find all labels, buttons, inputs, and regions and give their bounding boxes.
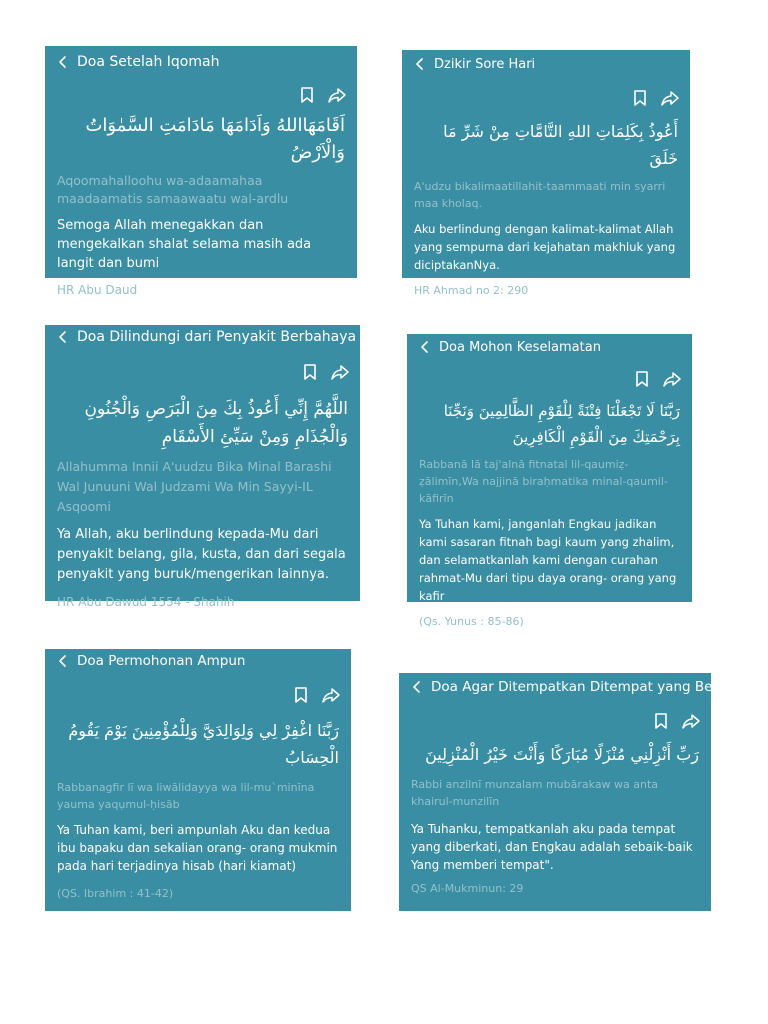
card-title: Doa Permohonan Ampun — [77, 653, 246, 669]
card-actions — [407, 360, 692, 398]
bookmark-icon[interactable] — [651, 711, 671, 731]
card-header[interactable] — [399, 673, 730, 701]
dua-card-doa-permohonan-ampun — [45, 649, 351, 911]
dua-card-dzikir-sore-hari — [402, 50, 690, 297]
source-reference: (QS. Ibrahim : 41-42) — [57, 887, 174, 900]
share-icon[interactable] — [660, 88, 680, 108]
card-title: Doa Mohon Keselamatan — [439, 339, 601, 355]
bookmark-icon[interactable] — [300, 362, 320, 382]
share-icon[interactable] — [327, 85, 347, 105]
source-reference: HR Ahmad no 2: 290 — [414, 284, 529, 297]
card-title: Doa Agar Ditempatkan Ditempat yang Ber... — [431, 679, 730, 695]
arabic-text: اَقَامَهَااللهُ وَاَدَامَهَا مَادَامَتِ السَّمٰوَاتُ وَالْاَرْضُ — [85, 115, 345, 163]
chevron-left-icon[interactable] — [409, 679, 425, 695]
transliteration-text: Aqoomahalloohu wa-adaamahaa maadaamatis samaawaatu wal-ardlu — [57, 173, 289, 206]
dua-card-doa-setelah-iqomah — [45, 46, 357, 297]
transliteration-text: Rabbi anzilnī munzalam mubārakaw wa anta khairul-munzilīn — [411, 778, 659, 808]
translation-text: Ya Tuhanku, tempatkanlah aku pada tempat yang diberkati, dan Engkau adalah sebaik-baik Yang memberi tempat". — [411, 822, 693, 872]
translation-text: Ya Tuhan kami, beri ampunlah Aku dan kedua ibu bapaku dan sekalian orang- orang mukmin pada hari terjadinya hisab (hari kiamat) — [57, 823, 338, 873]
card-actions — [399, 701, 711, 741]
card-title: Doa Dilindungi dari Penyakit Berbahaya — [77, 329, 357, 345]
transliteration-text: Allahumma Innii A'uudzu Bika Minal Barashi Wal Junuuni Wal Judzami Wa Min Sayyi-IL Asqoomi — [57, 459, 332, 514]
arabic-text: رَبَّنَا اغْفِرْ لِي وَلِوَالِدَيَّ وَلِلْمُؤْمِنِينَ يَوْمَ يَقُومُ الْحِسَابُ — [68, 721, 339, 767]
share-icon[interactable] — [321, 685, 341, 705]
chevron-left-icon[interactable] — [417, 339, 433, 355]
source-reference: QS Al-Mukminun: 29 — [411, 882, 524, 895]
chevron-left-icon[interactable] — [55, 329, 71, 345]
bookmark-icon[interactable] — [297, 85, 317, 105]
share-icon[interactable] — [681, 711, 701, 731]
transliteration-text: A'udzu bikalimaatillahit-taammaati min syarri maa kholaq. — [414, 180, 666, 210]
chevron-left-icon[interactable] — [55, 54, 71, 70]
card-header[interactable] — [45, 325, 360, 349]
dua-card-doa-agar-ditempatkan — [399, 673, 730, 911]
bookmark-icon[interactable] — [630, 88, 650, 108]
card-actions — [45, 349, 360, 395]
source-reference: (Qs. Yunus : 85-86) — [419, 615, 524, 628]
bookmark-icon[interactable] — [291, 685, 311, 705]
card-header[interactable] — [45, 46, 357, 78]
share-icon[interactable] — [330, 362, 350, 382]
card-header[interactable] — [45, 649, 351, 673]
translation-text: Ya Tuhan kami, janganlah Engkau jadikan kami sasaran fitnah bagi kaum yang zhalim, dan selamatkanlah kami dengan curahan rahmat-Mu dari tipu daya orang- orang yang kafir — [419, 517, 677, 603]
source-reference: HR Abu Daud — [57, 283, 138, 297]
card-title: Dzikir Sore Hari — [434, 56, 536, 72]
card-header[interactable] — [407, 334, 692, 360]
card-actions — [45, 78, 357, 112]
transliteration-text: Rabbanā lā taj'alnā fitnatal lil-qaumiẓ-ẓālimīn,Wa najjinā biraḥmatika minal-qaumil-kāfirīn — [419, 458, 668, 505]
dua-card-doa-dilindungi-dari-penyakit — [45, 325, 360, 609]
translation-text: Aku berlindung dengan kalimat-kalimat Allah yang sempurna dari kejahatan makhluk yang diciptakanNya. — [414, 222, 676, 272]
card-actions — [402, 78, 690, 118]
chevron-left-icon[interactable] — [412, 56, 428, 72]
card-header[interactable] — [402, 50, 690, 78]
card-title: Doa Setelah Iqomah — [77, 54, 220, 70]
translation-text: Ya Allah, aku berlindung kepada-Mu dari penyakit belang, gila, kusta, dan dari segala penyakit yang buruk/mengerikan lainnya. — [57, 527, 346, 582]
source-reference: HR Abu Dawud 1554 - Shahih — [57, 595, 235, 609]
arabic-text: رَبِّ أَنْزِلْنِي مُنْزَلًا مُبَارَكًا وَأَنْتَ خَيْرُ الْمُنْزِلِينَ — [425, 745, 699, 764]
chevron-left-icon[interactable] — [55, 653, 71, 669]
share-icon[interactable] — [662, 369, 682, 389]
dua-card-doa-mohon-keselamatan — [407, 334, 692, 628]
arabic-text: أَعُوذُ بِكَلِمَاتِ اللهِ التَّامَّاتِ مِنْ شَرِّ مَا خَلَقَ — [443, 122, 678, 168]
transliteration-text: Rabbanagfir lī wa liwālidayya wa lil-mu`minīna yauma yaqụmul-ḥisāb — [57, 781, 315, 811]
card-actions — [45, 673, 351, 717]
arabic-text: رَبَّنَا لَا تَجْعَلْنَا فِتْنَةً لِلْقَوْمِ الظَّالِمِينَ وَنَجِّنَا بِرَحْمَتِكَ مِنَ الْقَوْمِ الْكَافِرِينَ — [443, 402, 680, 446]
translation-text: Semoga Allah menegakkan dan mengekalkan shalat selama masih ada langit dan bumi — [57, 218, 312, 271]
arabic-text: اللَّهُمَّ إِنِّي أَعُوذُ بِكَ مِنَ الْبَرَصِ وَالْجُنُونِ وَالْجُذَامِ وَمِنْ سَيِّئِ الأَسْقَامِ — [84, 399, 348, 447]
bookmark-icon[interactable] — [632, 369, 652, 389]
